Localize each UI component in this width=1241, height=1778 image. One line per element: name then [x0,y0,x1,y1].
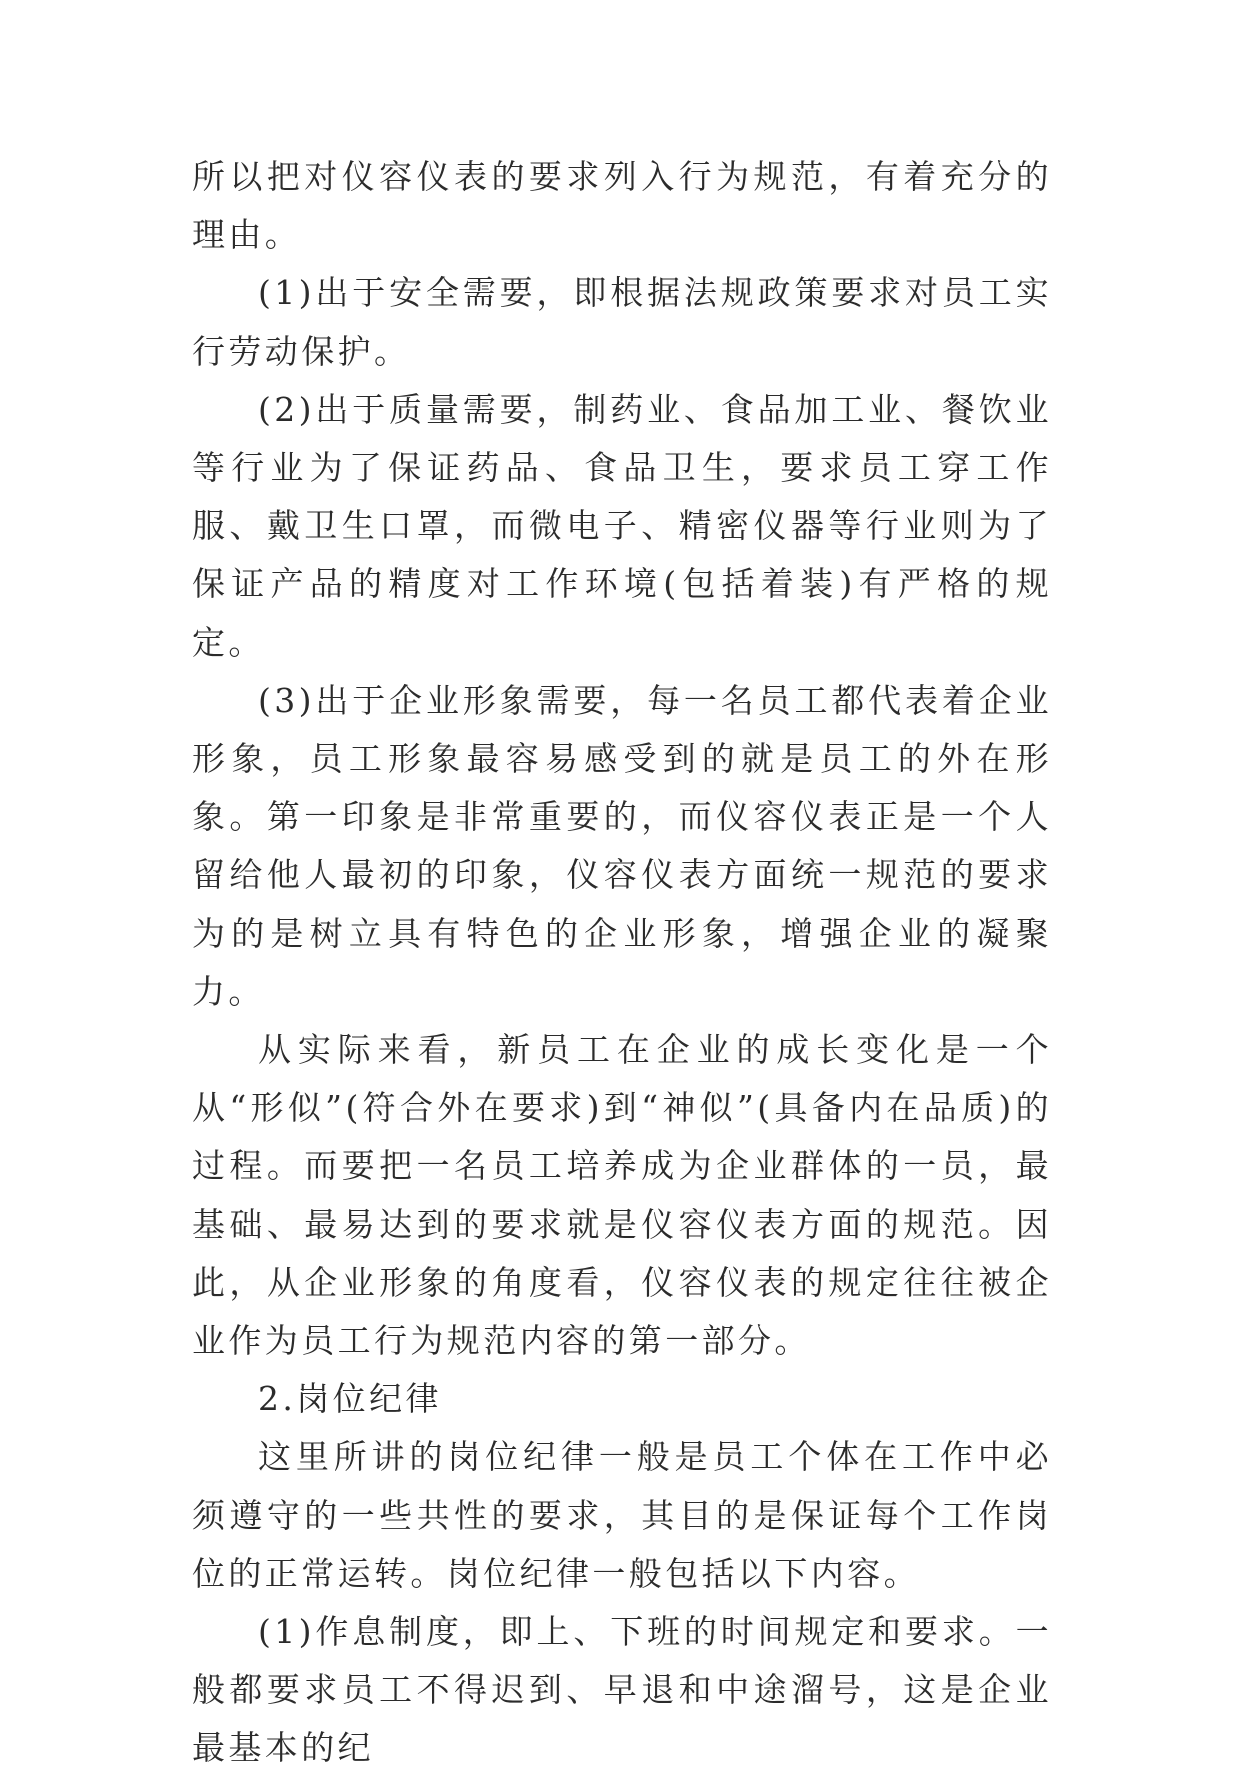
paragraph-quality-need: (2)出于质量需要，制药业、食品加工业、餐饮业等行业为了保证药品、食品卫生，要求员工穿工作服、戴卫生口罩，而微电子、精密仪器等行业则为了保证产品的精度对工作环境(包括着装)有严格的规定。 [192,389,1052,662]
paragraph-job-discipline-intro: 这里所讲的岗位纪律一般是员工个体在工作中必须遵守的一些共性的要求，其目的是保证每个工作岗位的正常运转。岗位纪律一般包括以下内容。 [192,1437,1052,1593]
paragraph-continuation: 所以把对仪容仪表的要求列入行为规范，有着充分的理由。 [192,157,1052,255]
paragraph-work-schedule: (1)作息制度，即上、下班的时间规定和要求。一般都要求员工不得迟到、早退和中途溜号，这是企业最基本的纪 [192,1612,1052,1768]
paragraph-safety-need: (1)出于安全需要，即根据法规政策要求对员工实行劳动保护。 [192,273,1052,371]
document-body [192,148,1052,1778]
section-heading-job-discipline: 2.岗位纪律 [258,1379,442,1419]
paragraph-image-need: (3)出于企业形象需要，每一名员工都代表着企业形象，员工形象最容易感受到的就是员工的外在形象。第一印象是非常重要的，而仪容仪表正是一个人留给他人最初的印象，仪容仪表方面统一规范的要求为的是树立具有特色的企业形象，增强企业的凝聚力。 [192,680,1052,1011]
paragraph-practice: 从实际来看，新员工在企业的成长变化是一个从“形似”(符合外在要求)到“神似”(具备内在品质)的过程。而要把一名员工培养成为企业群体的一员，最基础、最易达到的要求就是仪容仪表方面的规范。因此，从企业形象的角度看，仪容仪表的规定往往被企业作为员工行为规范内容的第一部分。 [192,1030,1052,1361]
